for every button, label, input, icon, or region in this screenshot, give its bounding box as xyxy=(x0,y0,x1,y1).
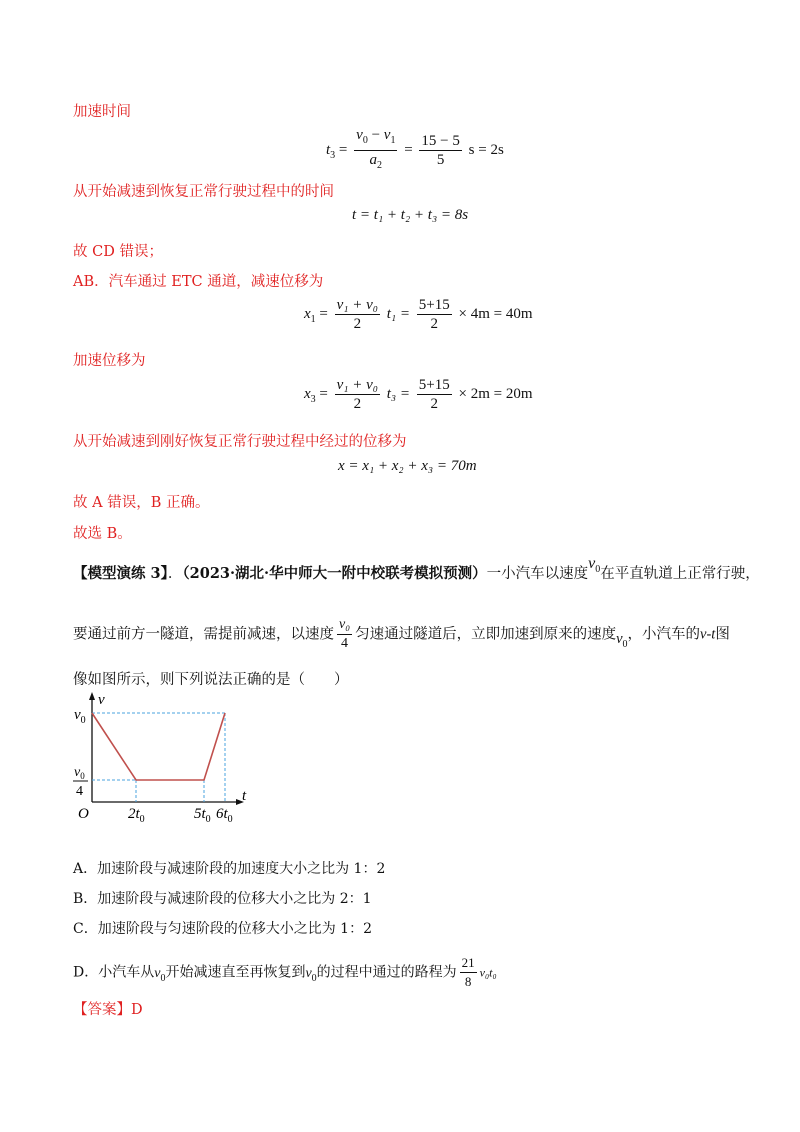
cd-wrong-text: 故 CD 错误； xyxy=(73,244,163,260)
problem-line-1: 【模型演练 3】．（2023·湖北·华中师大一附中校联考模拟预测）一小汽车以速度$v_0$在平直轨道上正常行驶， xyxy=(73,555,760,582)
answer-value: D xyxy=(131,1002,143,1018)
problem-source: （2023·湖北·华中师大一附中校联考模拟预测） xyxy=(182,565,487,582)
y-tick-v0-quarter-den: 4 xyxy=(76,784,83,799)
x-tick-6t0: $6t_0$ xyxy=(216,806,233,825)
total-time-label: 从开始减速到恢复正常行驶过程中的时间 xyxy=(73,184,334,200)
y-tick-v0-quarter-num: $v_0$ xyxy=(74,765,85,781)
x-tick-5t0: $5t_0$ xyxy=(194,806,211,825)
choose-b-text: 故选 B。 xyxy=(73,526,132,542)
option-d[interactable]: D．小汽车从$v_0$开始减速直至再恢复到$v_0$的过程中通过的路程为 $\frac{21}{8}$ v₀t₀ xyxy=(73,955,497,989)
option-c[interactable]: C．加速阶段与匀速阶段的位移大小之比为 1：2 xyxy=(73,921,372,937)
equation-x3: $x_3$ = $\frac{\text{v₁ + v₀}}{2}$ t₃ = $\frac{5+15}{2}$ × 2m = 20m xyxy=(304,377,533,412)
origin-label: O xyxy=(78,806,89,822)
ab-label: AB．汽车通过 ETC 通道，减速位移为 xyxy=(73,274,324,290)
answer-label: 【答案】 xyxy=(73,1002,131,1018)
problem-line-2: 要通过前方一隧道，需提前减速，以速度 $\frac{\text{v₀}}{4}$ 匀速通过隧道后，立即加速到原来的速度$v_0$，小汽车的v-t图 xyxy=(73,617,730,651)
y-axis-label: v xyxy=(98,692,105,708)
problem-line-3: 像如图所示，则下列说法正确的是（ ） xyxy=(73,672,349,688)
accel-disp-label: 加速位移为 xyxy=(73,353,146,369)
equation-t3: $t_3$ = $\frac{v_0 - v_1}{a_2}$ = $\frac{15 - 5}{5}$ s = 2s xyxy=(326,127,504,171)
y-axis-arrow-icon xyxy=(89,692,95,700)
option-b[interactable]: B．加速阶段与减速阶段的位移大小之比为 2：1 xyxy=(73,891,372,907)
equation-t: t = t₁ + t₂ + t₃ = 8s xyxy=(352,207,469,223)
accel-time-label: 加速时间 xyxy=(73,104,131,120)
vt-curve xyxy=(92,713,225,780)
equation-x1: $x_1$ = $\frac{\text{v₁ + v₀}}{2}$ t₁ = $\frac{5+15}{2}$ × 4m = 40m xyxy=(304,297,533,332)
answer-line xyxy=(73,998,143,1019)
option-a[interactable]: A．加速阶段与减速阶段的加速度大小之比为 1：2 xyxy=(73,861,386,877)
total-disp-label: 从开始减速到刚好恢复正常行驶过程中经过的位移为 xyxy=(73,434,407,450)
vt-graph xyxy=(68,690,268,830)
a-wrong-text: 故 A 错误，B 正确。 xyxy=(73,495,210,511)
equation-x: x = x₁ + x₂ + x₃ = 70m xyxy=(338,458,477,474)
problem-tag: 【模型演练 3】 xyxy=(73,565,168,582)
x-axis-label: t xyxy=(242,788,247,804)
x-tick-2t0: $2t_0$ xyxy=(128,806,145,825)
y-tick-v0: $v_0$ xyxy=(74,707,86,726)
